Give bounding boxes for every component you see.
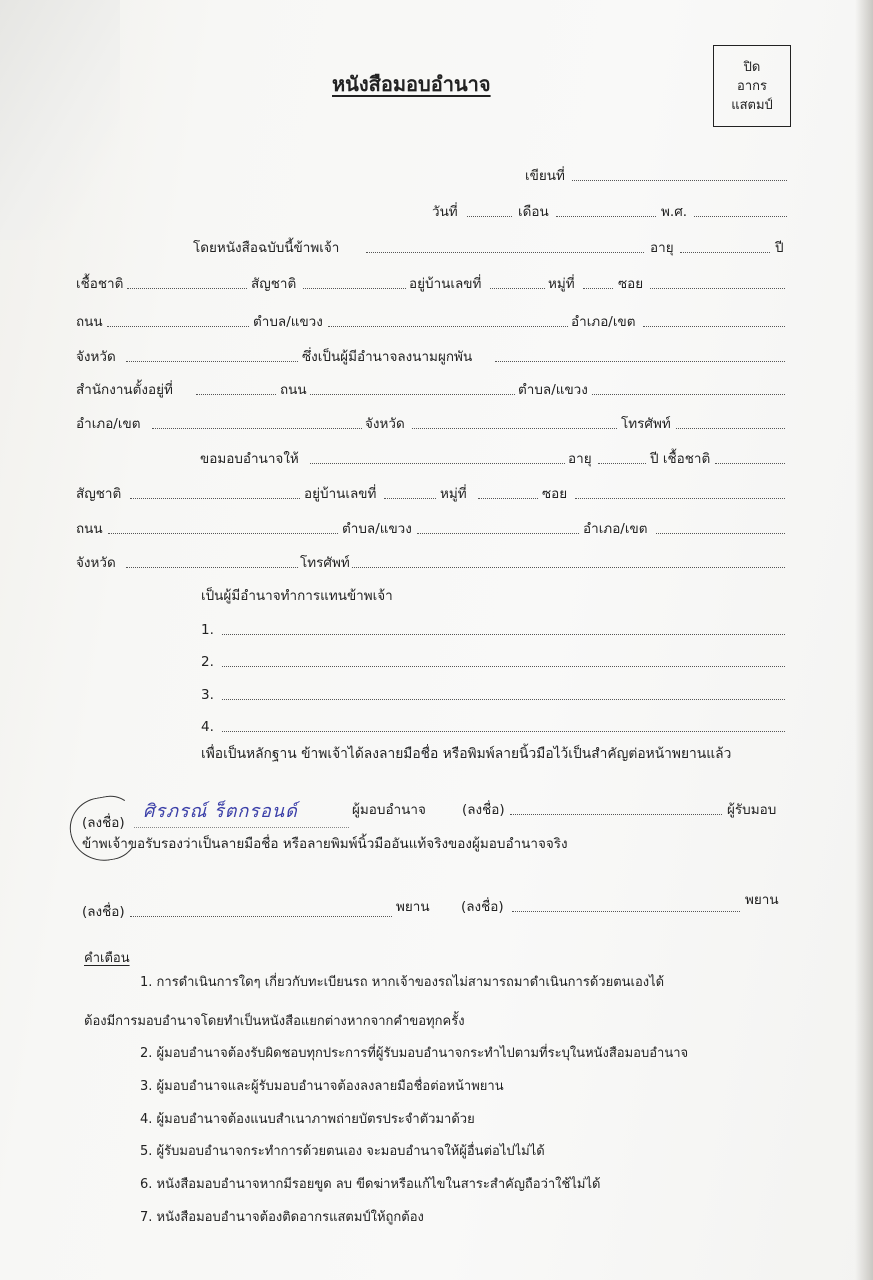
field-grantor-signature[interactable]: [134, 827, 349, 828]
field-grantee-signature[interactable]: [510, 814, 722, 815]
field-witness-1[interactable]: [130, 916, 392, 917]
certify-statement: ข้าพเจ้าขอรับรองว่าเป็นลายมือชื่อ หรือลายพิมพ์นิ้วมืออันแท้จริงของผู้มอบอำนาจจริง: [82, 836, 568, 852]
field-written-at[interactable]: [572, 180, 787, 181]
field-grantee-district[interactable]: [656, 533, 785, 534]
label-subdistrict: ตำบล/แขวง: [342, 521, 412, 537]
page-edge-shadow: [855, 0, 873, 1280]
label-age: อายุ: [568, 451, 592, 467]
label-month: เดือน: [518, 204, 549, 220]
field-principal-race[interactable]: [127, 288, 247, 289]
label-subdistrict: ตำบล/แขวง: [253, 314, 323, 330]
warning-item: ต้องมีการมอบอำนาจโดยทำเป็นหนังสือแยกต่างหากจากคำขอทุกครั้ง: [84, 1014, 465, 1029]
label-years: ปี: [775, 240, 784, 256]
label-race: เชื้อชาติ: [76, 276, 124, 292]
field-grantee-phone[interactable]: [352, 567, 785, 568]
field-grantee-nationality[interactable]: [130, 498, 300, 499]
field-grantee-name[interactable]: [310, 463, 565, 464]
label-grantor: ผู้มอบอำนาจ: [352, 802, 426, 818]
item-number: 1.: [201, 622, 214, 638]
label-age: อายุ: [650, 240, 674, 256]
label-office: สำนักงานตั้งอยู่ที่: [76, 382, 173, 398]
label-province: จังหวัด: [76, 555, 116, 571]
field-witness-2[interactable]: [512, 911, 740, 912]
stamp-text: แสตมป์: [731, 97, 773, 113]
label-house-no: อยู่บ้านเลขที่: [304, 486, 377, 502]
page-title: หนังสือมอบอำนาจ: [332, 72, 491, 96]
label-sign: (ลงชื่อ): [462, 802, 505, 818]
label-soi: ซอย: [618, 276, 644, 292]
field-principal-district[interactable]: [643, 326, 785, 327]
field-year[interactable]: [694, 216, 787, 217]
field-grantee-road[interactable]: [108, 533, 338, 534]
stamp-box: [713, 45, 791, 127]
label-authorized: ซึ่งเป็นผู้มีอำนาจลงนามผูกพัน: [302, 349, 473, 365]
item-number: 3.: [201, 687, 214, 703]
field-principal-nationality[interactable]: [303, 288, 406, 289]
label-date: วันที่: [432, 204, 458, 220]
item-field-4[interactable]: [222, 731, 785, 732]
field-office-road[interactable]: [310, 394, 515, 395]
warning-item: 4. ผู้มอบอำนาจต้องแนบสำเนาภาพถ่ายบัตรประจำตัวมาด้วย: [140, 1112, 475, 1127]
stamp-text: ปิด: [743, 59, 761, 75]
item-field-3[interactable]: [222, 699, 785, 700]
field-date[interactable]: [467, 216, 512, 217]
label-district: อำเภอ/เขต: [571, 314, 636, 330]
label-subdistrict: ตำบล/แขวง: [518, 382, 588, 398]
label-district: อำเภอ/เขต: [76, 416, 141, 432]
label-sign: (ลงชื่อ): [82, 904, 125, 920]
label-road: ถนน: [280, 382, 307, 398]
field-office-district[interactable]: [152, 428, 362, 429]
label-principal: โดยหนังสือฉบับนี้ข้าพเจ้า: [193, 240, 340, 256]
stamp-text: อากร: [737, 78, 767, 94]
field-grantee-province[interactable]: [126, 567, 298, 568]
field-grantee-house-no[interactable]: [384, 498, 436, 499]
label-phone: โทรศัพท์: [621, 416, 671, 432]
acting-heading: เป็นผู้มีอำนาจทำการแทนข้าพเจ้า: [201, 588, 393, 604]
label-moo: หมู่ที่: [440, 486, 467, 502]
label-road: ถนน: [76, 521, 103, 537]
field-principal-road[interactable]: [107, 326, 249, 327]
label-written-at: เขียนที่: [525, 168, 565, 184]
field-grantee-moo[interactable]: [478, 498, 538, 499]
item-field-2[interactable]: [222, 666, 785, 667]
warning-item: 1. การดำเนินการใดๆ เกี่ยวกับทะเบียนรถ หากเจ้าของรถไม่สามารถมาดำเนินการด้วยตนเองได้: [140, 975, 665, 990]
label-years-race: ปี เชื้อชาติ: [650, 451, 711, 467]
field-office-subdistrict[interactable]: [592, 394, 785, 395]
label-sign: (ลงชื่อ): [461, 899, 504, 915]
label-grant-to: ขอมอบอำนาจให้: [200, 451, 299, 467]
label-district: อำเภอ/เขต: [583, 521, 648, 537]
label-province: จังหวัด: [365, 416, 405, 432]
label-moo: หมู่ที่: [548, 276, 575, 292]
label-province: จังหวัด: [76, 349, 116, 365]
field-month[interactable]: [556, 216, 656, 217]
warning-item: 2. ผู้มอบอำนาจต้องรับผิดชอบทุกประการที่ผู้รับมอบอำนาจกระทำไปตามที่ระบุในหนังสือมอบอำนาจ: [140, 1046, 689, 1061]
field-authorized-signer[interactable]: [495, 361, 785, 362]
label-witness: พยาน: [396, 899, 430, 915]
label-sign: (ลงชื่อ): [82, 815, 125, 831]
item-number: 2.: [201, 654, 214, 670]
field-office-no[interactable]: [196, 394, 276, 395]
field-grantee-subdistrict[interactable]: [417, 533, 579, 534]
label-year: พ.ศ.: [661, 204, 688, 220]
warning-item: 6. หนังสือมอบอำนาจหากมีรอยขูด ลบ ขีดฆ่าหรือแก้ไขในสาระสำคัญถือว่าใช้ไม่ได้: [140, 1177, 601, 1192]
field-principal-soi[interactable]: [650, 288, 785, 289]
field-principal-province[interactable]: [126, 361, 298, 362]
item-field-1[interactable]: [222, 634, 785, 635]
label-nationality: สัญชาติ: [76, 486, 122, 502]
warning-item: 3. ผู้มอบอำนาจและผู้รับมอบอำนาจต้องลงลายมือชื่อต่อหน้าพยาน: [140, 1079, 504, 1094]
field-principal-age[interactable]: [680, 252, 770, 253]
label-soi: ซอย: [542, 486, 568, 502]
warning-item: 5. ผู้รับมอบอำนาจกระทำการด้วยตนเอง จะมอบอำนาจให้ผู้อื่นต่อไปไม่ได้: [140, 1144, 545, 1159]
field-principal-subdistrict[interactable]: [328, 326, 568, 327]
field-grantee-soi[interactable]: [575, 498, 785, 499]
warning-item: 7. หนังสือมอบอำนาจต้องติดอากรแสตมป์ให้ถูกต้อง: [140, 1210, 424, 1225]
label-witness: พยาน: [745, 892, 779, 908]
field-grantee-race[interactable]: [715, 463, 785, 464]
label-phone: โทรศัพท์: [300, 555, 350, 571]
page-fold: [0, 0, 120, 240]
label-road: ถนน: [76, 314, 103, 330]
item-number: 4.: [201, 719, 214, 735]
field-office-province[interactable]: [412, 428, 617, 429]
evidence-statement: เพื่อเป็นหลักฐาน ข้าพเจ้าได้ลงลายมือชื่อ หรือพิมพ์ลายนิ้วมือไว้เป็นสำคัญต่อหน้าพยานแล้ว: [201, 746, 732, 762]
field-principal-house-no[interactable]: [490, 288, 545, 289]
field-office-phone[interactable]: [676, 428, 785, 429]
label-nationality: สัญชาติ: [251, 276, 297, 292]
label-grantee: ผู้รับมอบ: [727, 802, 777, 818]
field-principal-moo[interactable]: [583, 288, 613, 289]
label-house-no: อยู่บ้านเลขที่: [409, 276, 482, 292]
warning-heading: คำเตือน: [84, 951, 130, 966]
field-grantee-age[interactable]: [598, 463, 646, 464]
handwritten-signature: ศิรภรณ์ ร็ตกรอนด์: [143, 801, 298, 822]
field-principal-name[interactable]: [366, 252, 644, 253]
